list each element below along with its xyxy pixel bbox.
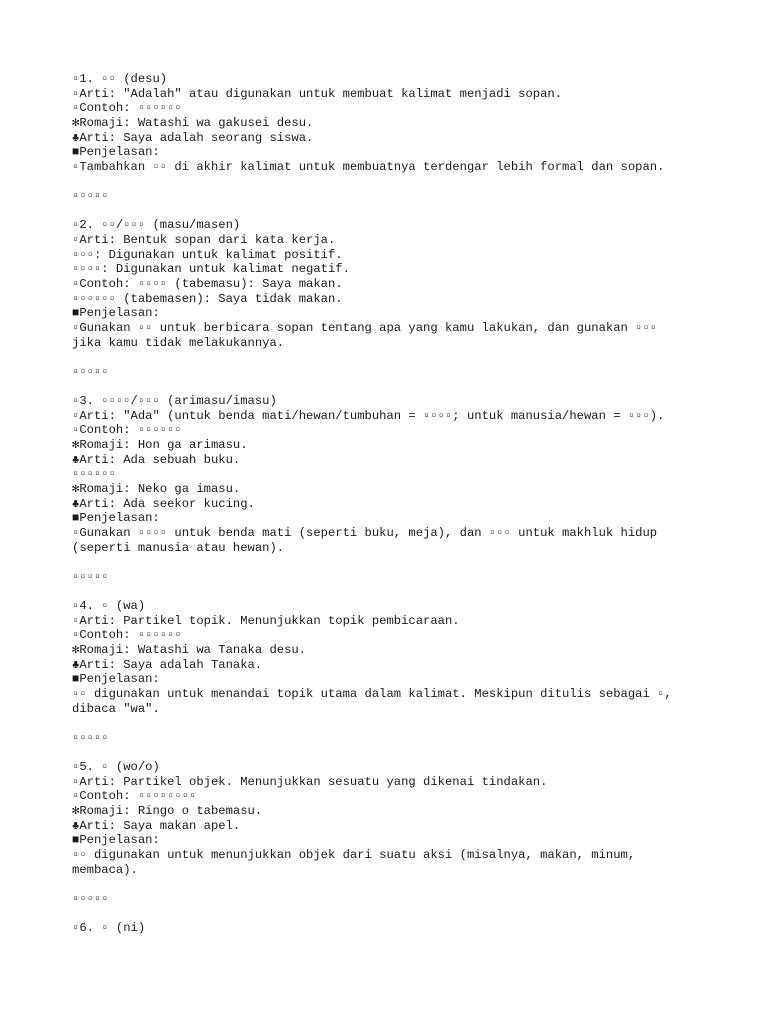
text-line: ▫Contoh: ▫▫▫▫▫▫ [72,101,182,116]
text-line: ✻Romaji: Watashi wa gakusei desu. [72,115,314,130]
section-heading: ▫3. ▫▫▫▫/▫▫▫ (arimasu/imasu) [72,394,277,409]
text-line: ▫Tambahkan ▫▫ di akhir kalimat untuk membuatnya terdengar lebih formal dan sopan. [72,159,665,174]
separator: ▫▫▫▫▫ [72,569,109,584]
text-line: ▫▫ digunakan untuk menunjukkan objek dari suatu aksi (misalnya, makan, minum, [72,847,636,862]
text-line: ■Penjelasan: [72,145,160,160]
blank-line [72,174,712,189]
text-line: ▫Contoh: ▫▫▫▫▫▫ [72,628,182,643]
separator: ▫▫▫▫▫ [72,189,109,204]
blank-line [72,379,712,394]
text-line: ✻Romaji: Hon ga arimasu. [72,438,248,453]
section-heading: ▫4. ▫ (wa) [72,599,146,614]
blank-line [72,584,712,599]
text-line: ✻Romaji: Watashi wa Tanaka desu. [72,642,307,657]
section-heading: ▫2. ▫▫/▫▫▫ (masu/masen) [72,218,241,233]
text-line: ✻Romaji: Neko ga imasu. [72,481,241,496]
text-line: ✻Romaji: Ringo o tabemasu. [72,804,263,819]
section-3 [72,394,712,599]
blank-line [72,716,712,731]
text-line: ▫Arti: Partikel topik. Menunjukkan topik pembicaraan. [72,613,460,628]
text-line: ▫▫▫▫▫▫ (tabemasen): Saya tidak makan. [72,291,343,306]
section-4 [72,599,712,760]
text-line: ▫▫ digunakan untuk menandai topik utama dalam kalimat. Meskipun ditulis sebagai ▫, [72,686,672,701]
separator: ▫▫▫▫▫ [72,891,109,906]
blank-line [72,204,712,219]
text-line: ▫Contoh: ▫▫▫▫▫▫▫▫ [72,789,197,804]
blank-line [72,350,712,365]
section-heading: ▫1. ▫▫ (desu) [72,72,168,86]
section-5 [72,760,712,921]
text-line: ▫Arti: "Ada" (untuk benda mati/hewan/tumbuhan = ▫▫▫▫; untuk manusia/hewan = ▫▫▫). [72,408,665,423]
text-line: ▫Contoh: ▫▫▫▫ (tabemasu): Saya makan. [72,276,343,291]
text-line: ▫Arti: Bentuk sopan dari kata kerja. [72,233,336,248]
document-body [72,72,712,936]
blank-line [72,555,712,570]
blank-line [72,877,712,892]
text-line: ■Penjelasan: [72,511,160,526]
blank-line [72,907,712,922]
separator: ▫▫▫▫▫ [72,730,109,745]
section-6 [72,921,712,936]
text-line: ▫Gunakan ▫▫ untuk berbicara sopan tentang apa yang kamu lakukan, dan gunakan ▫▫▫ [72,320,658,335]
text-line: jika kamu tidak melakukannya. [72,335,285,350]
text-line: ♣Arti: Ada sebuah buku. [72,452,241,467]
text-line: ■Penjelasan: [72,306,160,321]
section-2 [72,218,712,394]
text-line: ▫Gunakan ▫▫▫▫ untuk benda mati (seperti buku, meja), dan ▫▫▫ untuk makhluk hidup [72,525,658,540]
blank-line [72,745,712,760]
separator: ▫▫▫▫▫ [72,364,109,379]
section-heading: ▫5. ▫ (wo/o) [72,760,160,775]
text-line: ♣Arti: Saya makan apel. [72,818,241,833]
text-line: ▫▫▫▫▫▫ [72,467,116,482]
text-line: ■Penjelasan: [72,833,160,848]
section-heading: ▫6. ▫ (ni) [72,921,146,936]
text-line: dibaca "wa". [72,701,160,716]
section-1 [72,72,712,218]
text-line: ♣Arti: Saya adalah Tanaka. [72,657,263,672]
text-line: ▫Arti: "Adalah" atau digunakan untuk membuat kalimat menjadi sopan. [72,86,563,101]
text-line: ♣Arti: Ada seekor kucing. [72,496,255,511]
text-line: ■Penjelasan: [72,672,160,687]
text-line: ▫Contoh: ▫▫▫▫▫▫ [72,423,182,438]
text-line: ▫Arti: Partikel objek. Menunjukkan sesuatu yang dikenai tindakan. [72,774,548,789]
text-line: ▫▫▫▫: Digunakan untuk kalimat negatif. [72,262,350,277]
text-line: membaca). [72,862,138,877]
text-line: ▫▫▫: Digunakan untuk kalimat positif. [72,247,343,262]
text-line: (seperti manusia atau hewan). [72,540,285,555]
text-line: ♣Arti: Saya adalah seorang siswa. [72,130,314,145]
